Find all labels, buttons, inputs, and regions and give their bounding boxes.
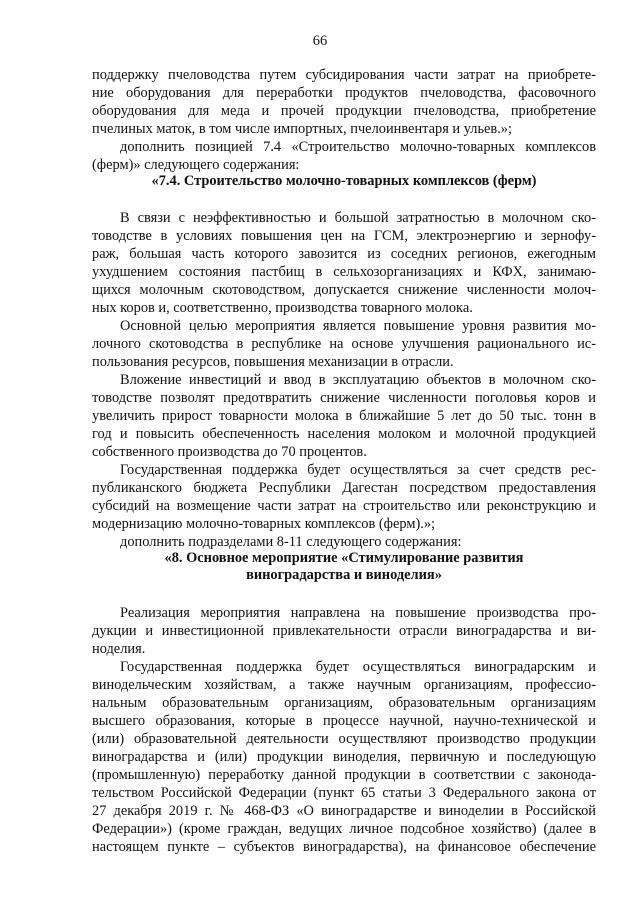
text-line: щихся молочным скотоводством, допускается снижение численности молоч- — [92, 282, 596, 298]
text-line: Реализация мероприятия направлена на повышение производства про- — [120, 605, 596, 621]
text-line: дополнить подразделами 8-11 следующего содержания: — [120, 534, 462, 550]
text-line: ных коров и, соответственно, производства товарного молока. — [92, 300, 473, 316]
text-line: виноградарства и (или) продукции виноделия, первичную и последующую — [92, 749, 596, 765]
text-line: модернизацию молочно-товарных комплексов (ферм).»; — [92, 516, 436, 532]
text-line: субсидий на возмещение части затрат на строительство или реконструкцию и — [92, 498, 596, 514]
text-line: Вложение инвестиций и ввод в эксплуатацию объектов в молочном ско- — [120, 372, 596, 388]
text-line: (или) образовательной деятельности осуществляют производство продукции — [92, 731, 596, 747]
text-line: настоящем пункте – субъектов виноградарства), на финансовое обеспечение — [92, 839, 596, 855]
text-line: винодельческим хозяйствам, а также научным организациям, профессио- — [92, 677, 596, 693]
text-line: пчелиных маток, в том числе импортных, пчелоинвентаря и ульев.»; — [92, 121, 512, 137]
text-line: Государственная поддержка будет осуществляться виноградарским и — [120, 659, 596, 675]
text-line: высшего образования, которые в процессе научной, научно-технической и — [92, 713, 596, 729]
text-line: год и повысить обеспеченность населения молоком и молочной продукцией — [92, 426, 596, 442]
text-line: В связи с неэффективностью и большой затратностью в молочном ско- — [120, 210, 596, 226]
text-line: ноделия. — [92, 641, 146, 657]
text-line: Основной целью мероприятия является повышение уровня развития мо- — [120, 318, 596, 334]
text-line: публиканского бюджета Республики Дагестан посредством предоставления — [92, 480, 596, 496]
text-line: 27 декабря 2019 г. № 468-ФЗ «О виноградарстве и виноделии в Российской — [92, 803, 596, 819]
text-line: оборудования для меда и прочей продукции пчеловодства, приобретение — [92, 103, 596, 119]
text-line: товодстве позволят предотвратить снижение численности поголовья коров и — [92, 390, 596, 406]
text-line: (промышленную) переработку данной продукции в соответствии с законода- — [92, 767, 596, 783]
text-line: увеличить прирост товарности молока в ближайшие 5 лет до 50 тыс. тонн в — [92, 408, 596, 424]
text-line: Государственная поддержка будет осуществляться за счет средств рес- — [120, 462, 596, 478]
text-line: собственного производства до 70 процентов. — [92, 444, 367, 460]
text-line: Федерации») (кроме граждан, ведущих личное подсобное хозяйство) (далее в — [92, 821, 596, 837]
text-line: раж, большая часть которого завозится из соседних регионов, ежегодным — [92, 246, 596, 262]
text-line: (ферм)» следующего содержания: — [92, 157, 300, 173]
section-heading-line: «8. Основное мероприятие «Стимулирование развития — [164, 550, 524, 566]
text-line: дополнить позицией 7.4 «Строительство молочно-товарных комплексов — [120, 139, 596, 155]
section-heading-line: «7.4. Строительство молочно-товарных комплексов (ферм) — [151, 173, 537, 189]
text-line: товодстве в условиях повышения цен на ГСМ, электроэнергию и зернофу- — [92, 228, 596, 244]
text-line: дукции и инвестиционной привлекательности отрасли виноградарства и ви- — [92, 623, 596, 639]
text-line: тельством Российской Федерации (пункт 65 статьи 3 Федерального закона от — [92, 785, 596, 801]
text-line: ние оборудования для переработки продуктов пчеловодства, фасовочного — [92, 85, 596, 101]
page-number: 66 — [312, 33, 328, 49]
text-line: ухудшением состояния пастбищ в сельхозорганизациях и КФХ, занимаю- — [92, 264, 596, 280]
text-line: нальным образовательным организациям, образовательным организациям — [92, 695, 596, 711]
text-line: поддержку пчеловодства путем субсидирования части затрат на приобрете- — [92, 67, 596, 83]
text-line: пользования ресурсов, повышения механизации в отрасли. — [92, 354, 454, 370]
section-heading-line: виноградарства и виноделия» — [246, 567, 442, 583]
text-line: лочного скотоводства в республике на основе улучшения рационального ис- — [92, 336, 596, 352]
